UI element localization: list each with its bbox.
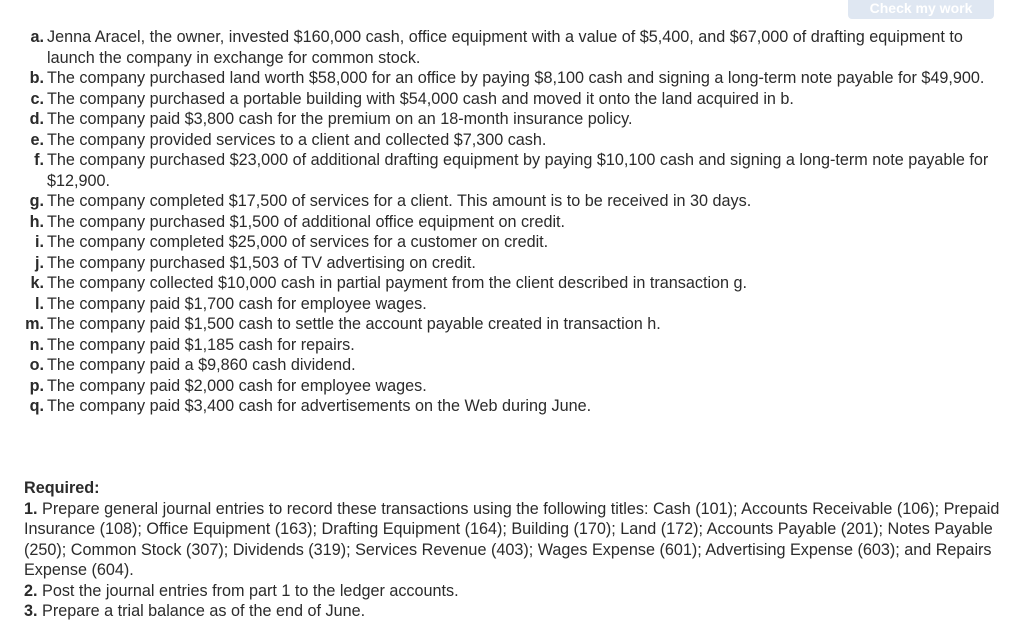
required-item-number: 2. [24,581,38,600]
required-item-number: 1. [24,499,38,518]
transaction-text: The company paid $1,700 cash for employee wages. [47,294,427,313]
transaction-item [0,232,1010,253]
transaction-item [0,109,1010,130]
transaction-text: The company purchased $1,503 of TV advertising on credit. [47,253,476,272]
transaction-text: The company paid $2,000 cash for employee wages. [47,376,427,395]
transaction-text: The company paid $1,185 cash for repairs. [47,335,355,354]
transaction-item [0,376,1010,397]
transaction-letter: b. [29,69,44,87]
transaction-letter: q. [29,397,44,415]
transaction-letter: p. [29,376,44,395]
transaction-letter: h. [29,212,44,231]
required-item-text: Prepare general journal entries to record these transactions using the following titles: Cash (101); Accounts Receivable (106); Prepaid Insurance (108); Office Equipment (163); Drafting Equipment (164); Building (170); Land (172); Accounts Payable (201); Notes Payable (250); Common Stock (307); Dividends (319); Services Revenue (403); Wages Expense (601); Advertising Expense (603); and Repairs Expense (604). [24,499,1000,579]
transaction-text: The company paid $3,800 cash for the premium on an 18-month insurance policy. [47,110,633,128]
transaction-list [0,27,1010,417]
transaction-letter: a. [30,28,44,46]
transaction-text: The company provided services to a client and collected $7,300 cash. [47,130,547,149]
transaction-item [0,27,1010,68]
required-item [24,601,1009,622]
transaction-text: The company completed $17,500 of services for a client. This amount is to be received in 30 days. [47,192,752,210]
transaction-item [0,273,1010,294]
check-my-work-button[interactable]: Check my work [848,0,994,19]
transaction-text: Jenna Aracel, the owner, invested $160,000 cash, office equipment with a value of $5,400, and $67,000 of drafting equipment to launch the company in exchange for common stock. [47,28,963,67]
transaction-item [0,294,1010,315]
required-heading: Required: [24,479,100,497]
transaction-letter: m. [25,315,44,333]
transaction-item [0,355,1010,376]
transaction-letter: c. [30,89,44,108]
transaction-text: The company paid $3,400 cash for advertisements on the Web during June. [47,397,592,415]
transaction-text: The company paid $1,500 cash to settle the account payable created in transaction h. [47,315,661,333]
required-section [24,478,1009,622]
transaction-item [0,150,1010,191]
transaction-letter: o. [29,356,44,374]
required-item [24,499,1009,581]
transaction-item [0,314,1010,335]
transaction-item [0,191,1010,212]
transaction-text: The company purchased a portable building with $54,000 cash and moved it onto the land acquired in b. [47,89,794,108]
transaction-item [0,212,1010,233]
required-item-text: Prepare a trial balance as of the end of June. [42,602,366,620]
transaction-letter: e. [30,130,44,149]
transaction-letter: i. [35,233,44,251]
required-item [24,581,1009,602]
transaction-letter: g. [29,192,44,210]
required-item-text: Post the journal entries from part 1 to the ledger accounts. [42,581,459,600]
transaction-item [0,335,1010,356]
transaction-item [0,130,1010,151]
transaction-text: The company completed $25,000 of services for a customer on credit. [47,233,549,251]
transaction-text: The company paid a $9,860 cash dividend. [47,356,356,374]
transaction-text: The company purchased $23,000 of additional drafting equipment by paying $10,100 cash and signing a long-term note payable for $12,900. [47,151,989,190]
transaction-letter: d. [29,110,44,128]
transaction-text: The company purchased $1,500 of additional office equipment on credit. [47,212,566,231]
transaction-item [0,253,1010,274]
transaction-item [0,396,1010,417]
transaction-text: The company purchased land worth $58,000 for an office by paying $8,100 cash and signing a long-term note payable for $49,900. [47,69,985,87]
transaction-item [0,89,1010,110]
transaction-letter: k. [30,274,44,292]
transaction-text: The company collected $10,000 cash in partial payment from the client described in transaction g. [47,274,748,292]
transaction-letter: j. [35,253,44,272]
transaction-item [0,68,1010,89]
transaction-letter: f. [34,151,44,169]
transaction-letter: l. [35,294,44,313]
required-item-number: 3. [24,602,38,620]
transaction-letter: n. [29,335,44,354]
